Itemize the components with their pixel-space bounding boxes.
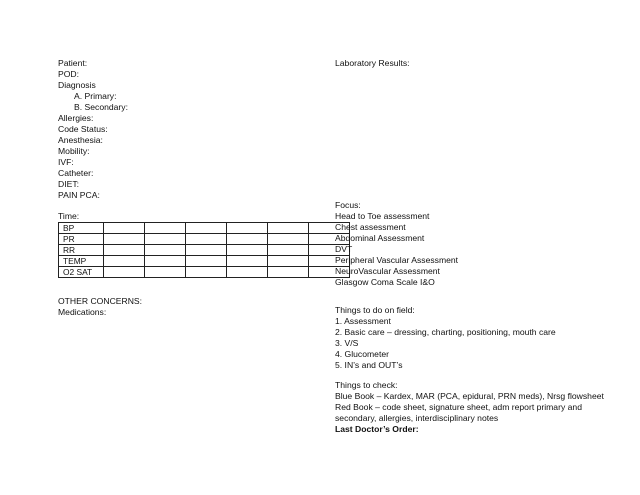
todo-item: 4. Glucometer [335, 349, 389, 359]
diagnosis-secondary-label: B. Secondary: [74, 102, 128, 112]
medications-label: Medications: [58, 307, 107, 317]
diagnosis-label: Diagnosis [58, 80, 96, 90]
ivf-label: IVF: [58, 157, 74, 167]
vitals-cell [145, 245, 186, 256]
vitals-cell [268, 245, 309, 256]
todo-item: 5. IN’s and OUT’s [335, 360, 403, 370]
vitals-cell [268, 256, 309, 267]
todo-item: 1. Assessment [335, 316, 391, 326]
vitals-cell [145, 256, 186, 267]
vitals-cell [145, 234, 186, 245]
vitals-cell [186, 223, 227, 234]
time-label: Time: [58, 211, 80, 221]
vitals-cell [104, 245, 145, 256]
vitals-cell [268, 234, 309, 245]
patient-label: Patient: [58, 58, 88, 68]
check-line: Red Book – code sheet, signature sheet, adm report primary and [335, 402, 582, 412]
pod-label: POD: [58, 69, 80, 79]
code-status-label: Code Status: [58, 124, 108, 134]
vitals-row-label: O2 SAT [59, 267, 104, 278]
catheter-label: Catheter: [58, 168, 94, 178]
vitals-cell [268, 223, 309, 234]
vitals-row-label: RR [59, 245, 104, 256]
focus-title: Focus: [335, 200, 361, 210]
vitals-row-label: BP [59, 223, 104, 234]
focus-item: Chest assessment [335, 222, 406, 232]
focus-item: NeuroVascular Assessment [335, 266, 440, 276]
diagnosis-primary-label: A. Primary: [74, 91, 117, 101]
check-line: Blue Book – Kardex, MAR (PCA, epidural, PRN meds), Nrsg flowsheet [335, 391, 604, 401]
vitals-cell [104, 267, 145, 278]
vitals-cell [186, 256, 227, 267]
laboratory-results-label: Laboratory Results: [335, 58, 410, 68]
table-row [59, 256, 350, 267]
vitals-cell [145, 267, 186, 278]
vitals-cell [186, 267, 227, 278]
focus-item: Abdominal Assessment [335, 233, 425, 243]
mobility-label: Mobility: [58, 146, 90, 156]
vitals-cell [227, 223, 268, 234]
vitals-cell [145, 223, 186, 234]
diet-label: DIET: [58, 179, 80, 189]
vital-signs-table [58, 222, 353, 278]
focus-item: DVT [335, 244, 353, 254]
table-row [59, 245, 350, 256]
anesthesia-label: Anesthesia: [58, 135, 103, 145]
table-row [59, 267, 350, 278]
vitals-row-label: PR [59, 234, 104, 245]
check-title: Things to check: [335, 380, 398, 390]
vitals-cell [268, 267, 309, 278]
check-line: secondary, allergies, interdisciplinary notes [335, 413, 499, 423]
vitals-cell [227, 234, 268, 245]
vitals-cell [186, 245, 227, 256]
vitals-cell [104, 234, 145, 245]
allergies-label: Allergies: [58, 113, 94, 123]
focus-item: Glasgow Coma Scale I&O [335, 277, 435, 287]
other-concerns-label: OTHER CONCERNS: [58, 296, 143, 306]
focus-item: Head to Toe assessment [335, 211, 430, 221]
table-row [59, 234, 350, 245]
table-row [59, 223, 350, 234]
vitals-cell [227, 256, 268, 267]
focus-item: Peripheral Vascular Assessment [335, 255, 459, 265]
vitals-cell [227, 267, 268, 278]
last-doctors-order-label: Last Doctor’s Order: [335, 424, 419, 434]
todo-item: 2. Basic care – dressing, charting, positioning, mouth care [335, 327, 556, 337]
pain-pca-label: PAIN PCA: [58, 190, 100, 200]
vitals-cell [104, 223, 145, 234]
vitals-cell [186, 234, 227, 245]
vitals-cell [227, 245, 268, 256]
vitals-row-label: TEMP [59, 256, 104, 267]
todo-item: 3. V/S [335, 338, 359, 348]
vitals-cell [104, 256, 145, 267]
todo-title: Things to do on field: [335, 305, 415, 315]
